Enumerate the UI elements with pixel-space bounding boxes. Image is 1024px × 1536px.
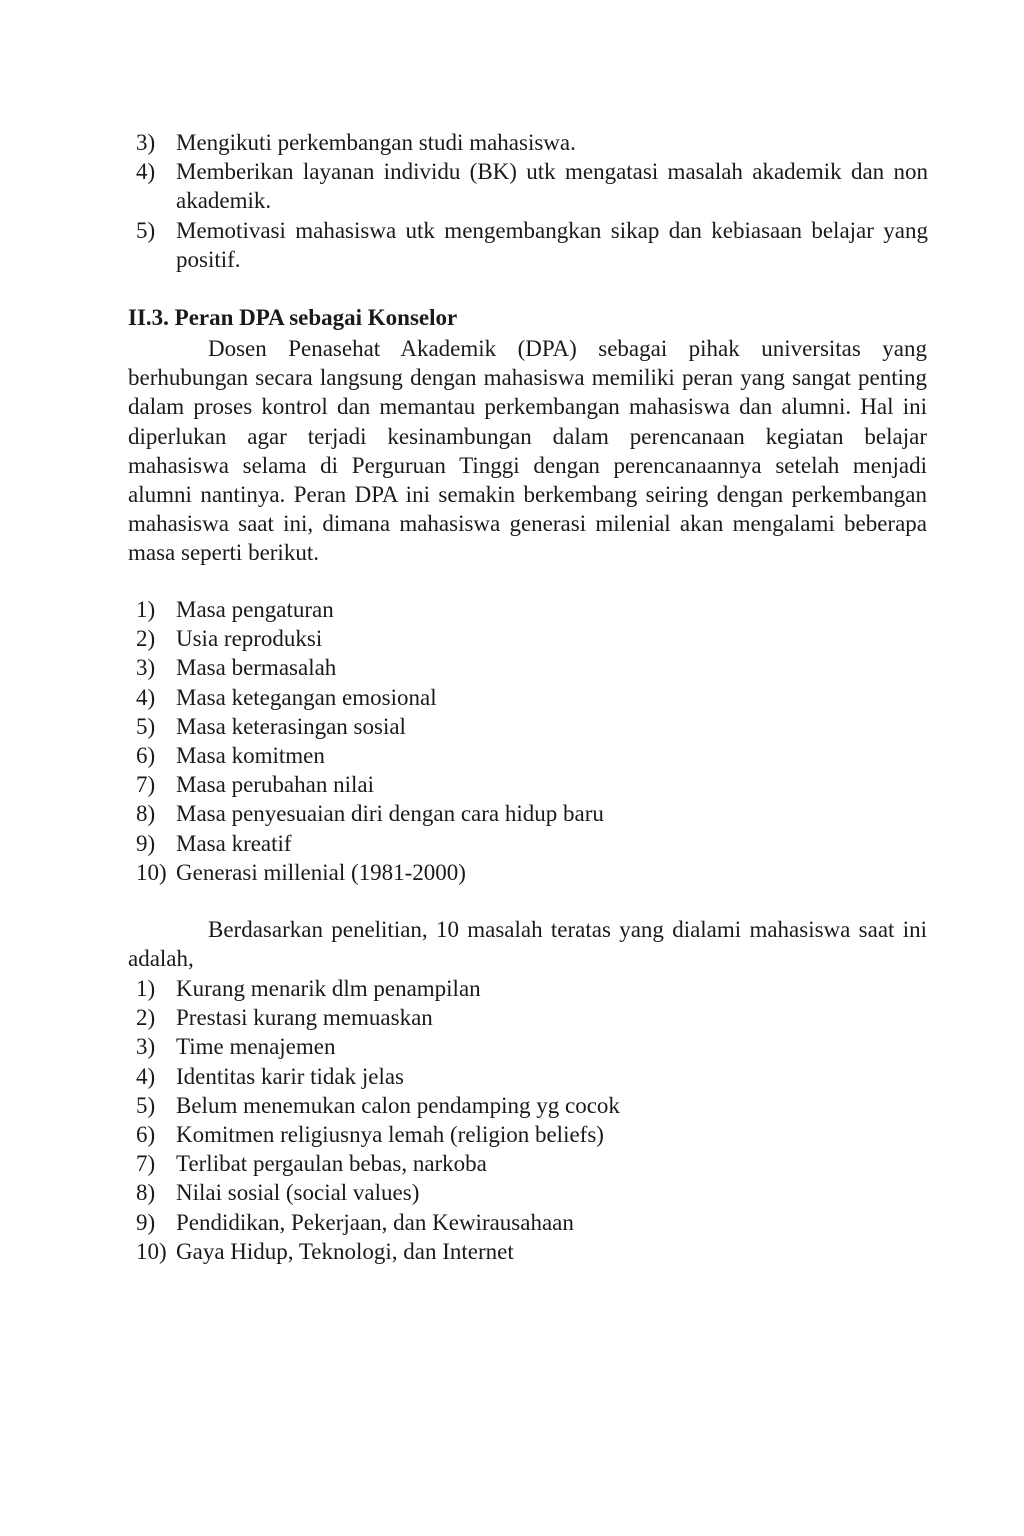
list-number: 7) [136, 1151, 156, 1177]
list-item [128, 712, 928, 741]
paragraph-berdasarkan [128, 915, 927, 973]
list-item [128, 1149, 928, 1178]
list-number: 3) [136, 130, 156, 155]
list-text: Memberikan layanan individu (BK) utk mengatasi masalah akademik dan non akademik. [176, 159, 928, 214]
list-item [128, 1032, 928, 1061]
masalah-list [128, 974, 928, 1266]
list-number: 10) [136, 1238, 167, 1264]
list-item [128, 1091, 928, 1120]
list-text: Gaya Hidup, Teknologi, dan Internet [176, 1238, 514, 1264]
list-number: 6) [136, 1122, 156, 1148]
list-item [128, 770, 928, 799]
list-item [128, 974, 928, 1003]
top-list [128, 128, 928, 274]
list-number: 3) [136, 655, 156, 681]
list-number: 5) [136, 217, 156, 243]
list-number: 10) [136, 859, 167, 885]
list-text: Masa bermasalah [176, 655, 337, 681]
list-number: 6) [136, 743, 156, 769]
list-text: Identitas karir tidak jelas [176, 1063, 405, 1089]
list-item [128, 829, 928, 858]
list-text: Masa pengaturan [176, 597, 334, 622]
list-number: 7) [136, 772, 156, 798]
list-number: 3) [136, 1034, 156, 1060]
list-item [128, 1237, 928, 1266]
list-text: Komitmen religiusnya lemah (religion beliefs) [176, 1122, 604, 1148]
list-item [128, 595, 928, 624]
list-number: 5) [136, 1092, 156, 1118]
list-number: 4) [136, 159, 156, 185]
list-text: Masa komitmen [176, 743, 325, 769]
list-text: Masa perubahan nilai [176, 772, 374, 798]
list-item [128, 799, 928, 828]
list-number: 8) [136, 801, 156, 827]
section-heading: II.3. Peran DPA sebagai Konselor [128, 305, 458, 330]
list-text: Time menajemen [176, 1034, 336, 1060]
list-number: 9) [136, 830, 156, 856]
list-item [128, 683, 928, 712]
list-text: Belum menemukan calon pendamping yg cocok [176, 1092, 620, 1118]
list-text: Masa penyesuaian diri dengan cara hidup baru [176, 801, 604, 827]
list-item [128, 1062, 928, 1091]
list-text: Kurang menarik dlm penampilan [176, 976, 481, 1001]
masa-list [128, 595, 928, 887]
list-item [128, 157, 928, 215]
list-number: 2) [136, 626, 156, 652]
list-text: Terlibat pergaulan bebas, narkoba [176, 1151, 487, 1177]
list-item [128, 1178, 928, 1207]
paragraph-peran-dpa [128, 334, 927, 568]
paragraph-text: Berdasarkan penelitian, 10 masalah teratas yang dialami mahasiswa saat ini adalah, [128, 917, 927, 972]
list-number: 9) [136, 1209, 156, 1235]
list-item [128, 1120, 928, 1149]
list-text: Usia reproduksi [176, 626, 323, 652]
list-text: Prestasi kurang memuaskan [176, 1005, 433, 1031]
list-number: 1) [136, 976, 156, 1001]
list-text: Nilai sosial (social values) [176, 1180, 420, 1206]
list-number: 4) [136, 1063, 156, 1089]
list-text: Memotivasi mahasiswa utk mengembangkan sikap dan kebiasaan belajar yang positif. [176, 217, 928, 272]
list-text: Pendidikan, Pekerjaan, dan Kewirausahaan [176, 1209, 574, 1235]
list-item [128, 858, 928, 887]
list-item [128, 741, 928, 770]
list-item [128, 216, 928, 274]
list-item [128, 653, 928, 682]
list-text: Masa ketegangan emosional [176, 684, 437, 710]
list-item [128, 128, 928, 157]
list-number: 2) [136, 1005, 156, 1031]
list-item [128, 624, 928, 653]
list-number: 4) [136, 684, 156, 710]
list-number: 5) [136, 713, 156, 739]
list-text: Masa kreatif [176, 830, 292, 856]
list-item [128, 1208, 928, 1237]
list-number: 1) [136, 597, 156, 622]
list-item [128, 1003, 928, 1032]
list-text: Generasi millenial (1981-2000) [176, 859, 466, 885]
paragraph-text: Dosen Penasehat Akademik (DPA) sebagai pihak universitas yang berhubungan secara langsung dengan mahasiswa memiliki peran yang sangat penting dalam proses kontrol dan memantau perkembangan mahasiswa dan alumni. Hal ini diperlukan agar terjadi kesinambungan dalam perencanaan kegiatan belajar mahasiswa selama di Perguruan Tinggi dengan perencanaannya setelah menjadi alumni nantinya. Peran DPA ini semakin berkembang seiring dengan perkembangan mahasiswa saat ini, dimana mahasiswa generasi milenial akan mengalami beberapa masa seperti berikut. [128, 336, 927, 566]
list-text: Masa keterasingan sosial [176, 713, 406, 739]
list-number: 8) [136, 1180, 156, 1206]
list-text: Mengikuti perkembangan studi mahasiswa. [176, 130, 576, 155]
